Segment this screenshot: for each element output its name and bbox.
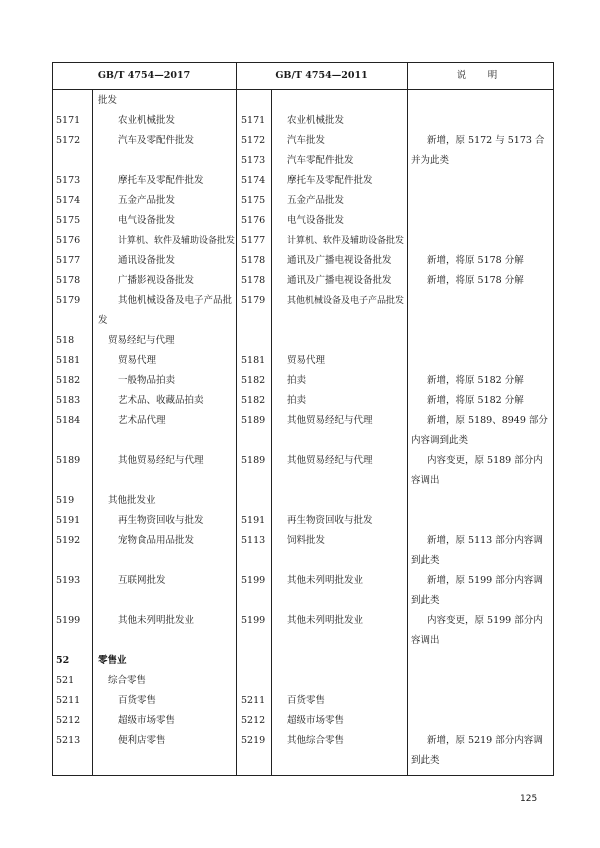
name-2017: 艺术品、收藏品拍卖 [118,395,204,406]
name-2017: 贸易经纪与代理 [108,335,175,346]
code-2017: 5182 [56,375,81,386]
note-text: 新增，将原 5178 分解 [427,275,524,286]
code-2017: 5211 [56,695,81,706]
name-2017: 电气设备批发 [118,215,176,226]
name-2017: 摩托车及零配件批发 [118,175,204,186]
code-2011: 5182 [241,375,266,386]
name-2011: 其他综合零售 [287,735,345,746]
header-divider [52,89,554,90]
name-2011: 通讯及广播电视设备批发 [287,275,392,286]
code-2017: 5183 [56,395,81,406]
note-text: 新增，原 5172 与 5173 合并为此类 [411,135,545,166]
name-2011: 拍卖 [287,375,307,386]
name-2011: 其他未列明批发业 [287,615,364,626]
code-2011: 5199 [241,575,266,586]
code-2011: 5177 [241,235,266,246]
name-2017: 广播影视设备批发 [118,275,195,286]
code-2017: 5199 [56,615,81,626]
name-2017: 百货零售 [118,695,157,706]
name-2011: 计算机、软件及辅助设备批发 [287,236,405,246]
code-2011: 5175 [241,195,266,206]
name-2017: 农业机械批发 [118,115,176,126]
code-2011: 5199 [241,615,266,626]
name-2017: 超级市场零售 [118,715,176,726]
name-2011: 饲料批发 [287,535,326,546]
name-2017: 综合零售 [108,675,147,686]
code-2017: 5173 [56,175,81,186]
name-2011: 超级市场零售 [287,715,345,726]
code-2017: 5184 [56,415,81,426]
col-divider [271,89,272,775]
code-2011: 5176 [241,215,266,226]
code-2017: 5178 [56,275,81,286]
name-2017: 汽车及零配件批发 [118,135,195,146]
code-2011: 5171 [241,115,266,126]
name-2017: 再生物资回收与批发 [118,515,204,526]
header-gbt-2011: GB/T 4754—2011 [275,70,368,81]
code-2017: 5175 [56,215,81,226]
name-2011: 汽车批发 [287,135,326,146]
code-2011: 5189 [241,455,266,466]
name-2011: 其他贸易经纪与代理 [287,415,373,426]
name-2017-continued: 发 [98,315,108,326]
name-2017: 其他贸易经纪与代理 [118,455,204,466]
name-2017: 五金产品批发 [118,195,176,206]
note-text: 新增，原 5113 部分内容调到此类 [411,535,543,566]
note-text: 内容变更，原 5199 部分内容调出 [411,615,543,646]
code-2017: 5181 [56,355,81,366]
code-2011: 5172 [241,135,266,146]
name-2011: 再生物资回收与批发 [287,515,373,526]
page-number: 125 [520,794,538,804]
col-divider [92,89,93,775]
code-2017: 5213 [56,735,81,746]
code-2017: 5193 [56,575,81,586]
name-2011: 摩托车及零配件批发 [287,175,373,186]
name-2011: 百货零售 [287,695,326,706]
code-2017: 5177 [56,255,81,266]
col-divider [236,63,237,775]
classification-table [52,62,554,776]
name-2017: 计算机、软件及辅助设备批发 [118,236,236,246]
name-2017: 便利店零售 [118,735,166,746]
name-2011: 电气设备批发 [287,215,345,226]
name-2017: 其他未列明批发业 [118,615,195,626]
table-border-right [553,63,554,775]
code-2017: 5191 [56,515,81,526]
code-2011: 5189 [241,415,266,426]
note-text: 新增，原 5199 部分内容调到此类 [411,575,543,606]
name-2011: 五金产品批发 [287,195,345,206]
name-2017: 互联网批发 [118,575,166,586]
code-2017: 5189 [56,455,81,466]
name-2011: 农业机械批发 [287,115,345,126]
code-2017: 5212 [56,715,81,726]
code-2011: 5173 [241,155,266,166]
name-2011: 贸易代理 [287,355,326,366]
note-text: 内容变更，原 5189 部分内容调出 [411,455,543,486]
code-2017: 5171 [56,115,81,126]
code-2011: 5182 [241,395,266,406]
note-text: 新增，原 5189、8949 部分内容调到此类 [411,415,548,446]
note-text: 新增，原 5219 部分内容调到此类 [411,735,543,766]
name-2011: 其他贸易经纪与代理 [287,455,373,466]
code-2011: 5219 [241,735,266,746]
code-2017: 52 [56,655,70,666]
code-2017: 5176 [56,235,81,246]
name-2017: 零售业 [98,655,127,666]
continued-text: 批发 [98,95,118,106]
code-2011: 5113 [241,535,266,546]
code-2017: 518 [56,335,75,346]
code-2017: 5192 [56,535,81,546]
code-2011: 5191 [241,515,266,526]
name-2017: 艺术品代理 [118,415,166,426]
code-2017: 5172 [56,135,81,146]
table-border-left [52,63,53,775]
header-gbt-2017: GB/T 4754—2017 [97,70,191,81]
code-2011: 5179 [241,295,266,306]
name-2011: 通讯及广播电视设备批发 [287,255,392,266]
name-2017: 一般物品拍卖 [118,375,176,386]
name-2017: 贸易代理 [118,355,157,366]
name-2011: 其他未列明批发业 [287,575,364,586]
code-2011: 5212 [241,715,266,726]
note-text: 新增，将原 5182 分解 [427,395,524,406]
note-text: 新增，将原 5182 分解 [427,375,524,386]
note-text: 新增，将原 5178 分解 [427,255,524,266]
code-2011: 5174 [241,175,266,186]
code-2017: 519 [56,495,75,506]
name-2017: 其他机械设备及电子产品批 [118,295,233,306]
name-2017: 通讯设备批发 [118,255,176,266]
name-2011: 其他机械设备及电子产品批发 [287,296,405,306]
code-2011: 5181 [241,355,266,366]
col-divider [407,63,408,775]
code-2011: 5211 [241,695,266,706]
code-2011: 5178 [241,255,266,266]
name-2017: 其他批发业 [108,495,156,506]
code-2017: 5179 [56,295,81,306]
name-2017: 宠物食品用品批发 [118,535,195,546]
code-2011: 5178 [241,275,266,286]
header-note: 说 明 [456,70,504,81]
name-2011: 拍卖 [287,395,307,406]
code-2017: 5174 [56,195,81,206]
name-2011: 汽车零配件批发 [287,155,354,166]
code-2017: 521 [56,675,75,686]
